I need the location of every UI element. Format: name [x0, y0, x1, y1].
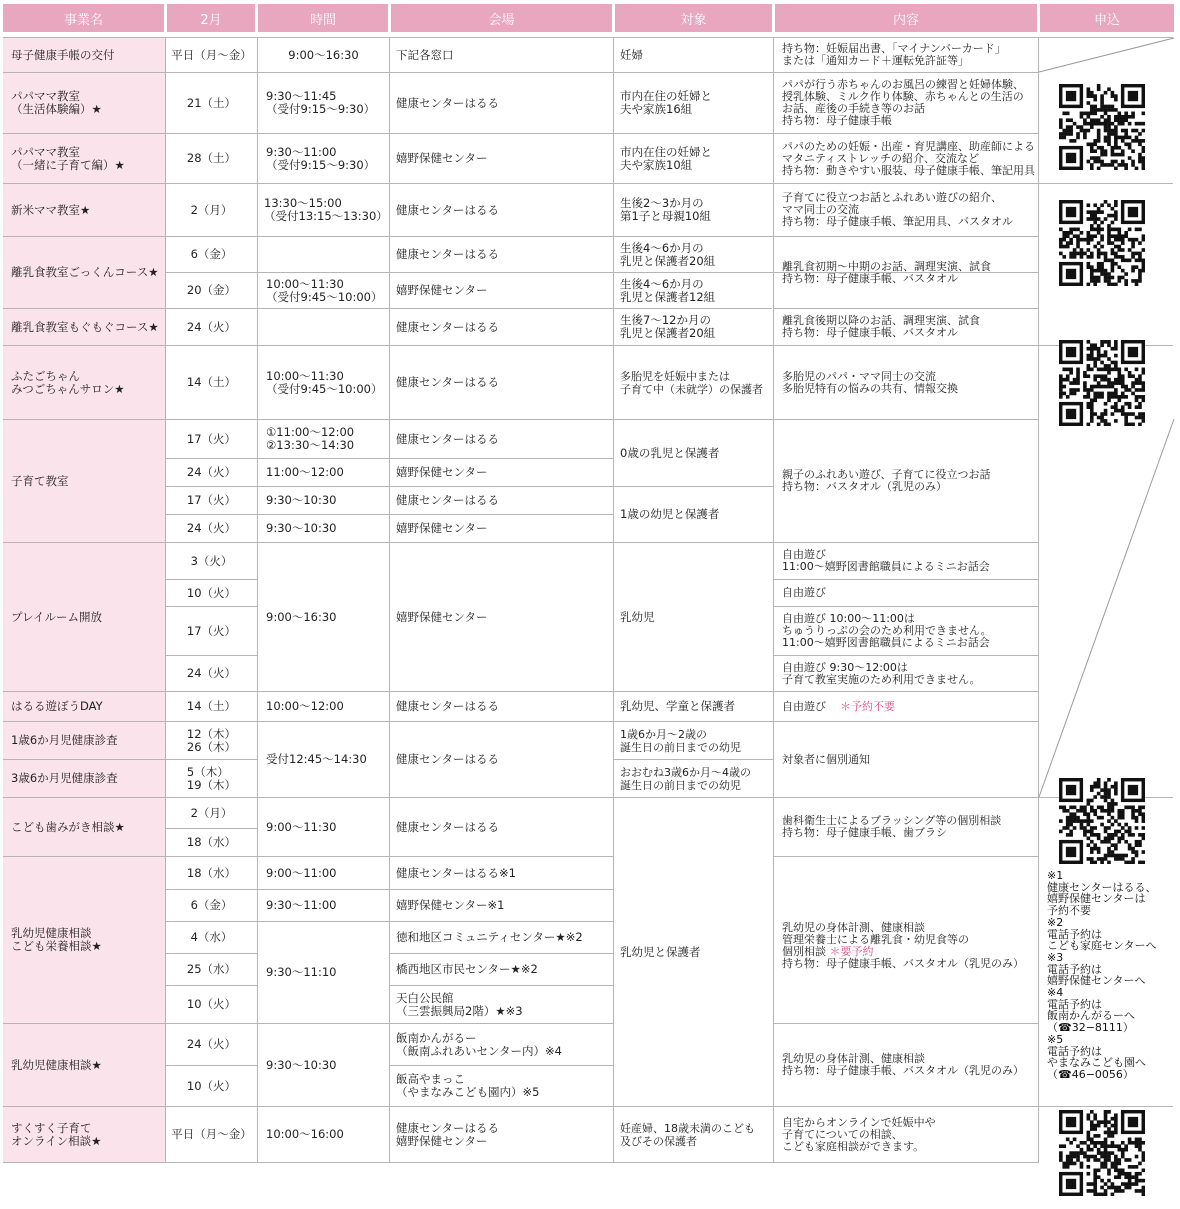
event-venue: 橋西地区市民センター★※2: [396, 962, 538, 976]
event-target: 市内在住の妊婦と 夫や家族10組: [620, 144, 712, 172]
qr-code-icon: [1059, 340, 1145, 426]
event-time: 9:30～10:30: [266, 493, 337, 507]
event-name: ふたごちゃん みつごちゃんサロン★: [3, 346, 165, 419]
event-date: 28（土）: [186, 151, 237, 165]
event-time: 9:00～16:30: [288, 47, 359, 62]
content-text: 持ち物：母子健康手帳、バスタオル（乳児のみ）: [782, 957, 1024, 970]
header-month: 2月: [167, 4, 255, 32]
event-date: 17（火）: [186, 493, 237, 507]
event-name: 母子健康手帳の交付: [3, 38, 165, 72]
header-content: 内容: [775, 4, 1037, 32]
event-target: 1歳の幼児と保護者: [620, 507, 720, 521]
qr-code-hamigaki-soudan[interactable]: [1059, 778, 1145, 864]
qr-code-papamama[interactable]: [1059, 84, 1145, 170]
event-target: 生後4～6か月の 乳児と保護者20組: [620, 240, 716, 268]
event-date: 4（水）: [190, 930, 233, 944]
event-name: はるる遊ぼうDAY: [3, 692, 165, 721]
event-venue: 健康センターはるる 嬉野保健センター: [396, 1120, 500, 1148]
event-venue: 嬉野保健センター: [396, 609, 488, 624]
header-apply: 申込: [1040, 4, 1174, 32]
event-content: 多胎児のパパ・ママ同士の交流 多胎児特有の悩みの共有、情報交換: [782, 369, 958, 395]
qr-code-icon: [1059, 84, 1145, 170]
qr-code-shinbei-rinyu[interactable]: [1059, 200, 1145, 286]
event-name: 離乳食教室もぐもぐコース★: [3, 309, 165, 345]
event-target: 多胎児を妊娠中または 子育て中（未就学）の保護者: [620, 369, 763, 396]
event-content: 乳幼児の身体計測、健康相談 持ち物：母子健康手帳、バスタオル（乳児のみ）: [782, 1052, 1024, 1077]
event-content: 持ち物：妊娠届出書、「マイナンバーカード」 または「通知カード＋運転免許証等」: [782, 42, 1006, 67]
event-time: 9:30～11:00 （受付9:15～9:30）: [266, 144, 376, 172]
event-time: 9:30～11:10: [266, 965, 337, 979]
event-content: 自由遊び: [782, 586, 826, 599]
content-text-block: [782, 910, 969, 958]
event-time: 9:00～11:00: [266, 865, 337, 880]
event-venue: 飯南かんがるー （飯南ふれあいセンター内）※4: [396, 1030, 562, 1058]
event-date: 10（火）: [186, 997, 237, 1011]
event-content: 対象者に個別通知: [782, 752, 870, 766]
reservation-notes: ※1 健康センターはるる、 嬉野保健センターは 予約不要 ※2 電話予約は こども家庭センターへ ※3 電話予約は 嬉野保健センターへ ※4 電話予約は 飯南かんがるーへ （☎32−8111） ※5 電話予約は やまなみこども園へ （☎46−0056）: [1047, 869, 1157, 1081]
event-name: パパママ教室 （生活体験編）★: [3, 73, 165, 133]
qr-code-icon: [1059, 778, 1145, 864]
event-venue: 飯高やまっこ （やまなみこども園内）※5: [396, 1072, 540, 1099]
header-time: 時間: [258, 4, 388, 32]
event-target: 生後2～3か月の 第1子と母親10組: [620, 196, 711, 223]
event-content: 自由遊び 9:30～12:00は 子育て教室実施のため利用できません。: [782, 660, 981, 686]
event-target: 乳幼児、学童と保護者: [620, 699, 735, 713]
event-name: プレイルーム開放: [3, 543, 165, 691]
event-venue: 徳和地区コミュニティセンター★※2: [396, 930, 583, 944]
event-venue: 嬉野保健センター: [396, 465, 488, 479]
event-time: ①11:00～12:00 ②13:30～14:30: [266, 425, 355, 452]
event-name: パパママ教室 （一緒に子育て編）★: [3, 134, 165, 183]
event-target: 0歳の乳児と保護者: [620, 445, 720, 460]
event-date: 14（土）: [186, 699, 237, 713]
event-date: 10（火）: [186, 1078, 237, 1093]
event-target: 市内在住の妊婦と 夫や家族16組: [620, 89, 712, 116]
event-time: 10:00～11:30 （受付9:45～10:00）: [266, 368, 383, 396]
event-name: こども歯みがき相談★: [3, 798, 165, 856]
event-date: 6（金）: [190, 898, 233, 912]
event-date: 2（月）: [190, 202, 233, 217]
event-venue: 嬉野保健センター※1: [396, 898, 505, 912]
event-content: 歯科衛生士によるブラッシング等の個別相談 持ち物：母子健康手帳、歯ブラシ: [782, 814, 1002, 839]
event-venue: 健康センターはるる: [396, 95, 500, 110]
event-venue: 天白公民館 （三雲振興局2階）★※3: [396, 990, 523, 1018]
event-date: 24（火）: [186, 1037, 237, 1051]
event-target: おおむね3歳6か月～4歳の 誕生日の前日までの幼児: [620, 765, 751, 792]
event-time: 9:00～16:30: [266, 609, 337, 624]
event-venue: 嬉野保健センター: [396, 521, 488, 535]
event-time: 10:00～16:00: [266, 1127, 344, 1141]
event-date: 3（火）: [190, 553, 233, 568]
header-name: 事業名: [3, 4, 164, 32]
event-date: 2（月）: [190, 805, 233, 820]
event-name: 乳幼児健康相談★: [3, 1024, 165, 1106]
event-date: 20（金）: [186, 283, 237, 297]
event-venue: 健康センターはるる: [396, 247, 500, 261]
event-target: 乳幼児と保護者: [620, 944, 701, 959]
event-content: 自由遊び 10:00～11:00は ちゅうりっぷの会のため利用できません。 11:00～嬉野図書館職員によるミニお話会: [782, 612, 992, 649]
event-time: 10:00～11:30 （受付9:45～10:00）: [266, 277, 383, 304]
event-name: 離乳食教室ごっくんコース★: [3, 237, 165, 308]
event-date: 24（火）: [186, 465, 237, 479]
event-venue: 健康センターはるる: [396, 752, 500, 766]
event-date: 18（水）: [186, 835, 237, 849]
content-text: 乳幼児の身体計測、健康相談 管理栄養士による離乳食・幼児食等の 個別相談: [782, 921, 969, 958]
event-venue: 健康センターはるる: [396, 699, 500, 713]
content-text: 自由遊び: [782, 699, 826, 713]
event-time: 9:30～10:30: [266, 521, 337, 535]
event-date: 21（土）: [186, 95, 237, 110]
event-time: 9:30～11:45 （受付9:15～9:30）: [266, 89, 376, 116]
event-venue: 健康センターはるる: [396, 375, 500, 389]
event-venue: 嬉野保健センター: [396, 151, 488, 165]
event-venue: 健康センターはるる: [396, 319, 500, 334]
event-content: 自宅からオンラインで妊娠中や 子育てについての相談、 こども家庭相談ができます。: [782, 1115, 936, 1153]
qr-code-online[interactable]: [1059, 1110, 1145, 1196]
event-content: 離乳食後期以降のお話、調理実演、試食 持ち物：母子健康手帳、バスタオル: [782, 314, 980, 339]
event-content: 自由遊び 11:00～嬉野図書館職員によるミニお話会: [782, 548, 990, 573]
event-content: [774, 692, 1038, 721]
no-reservation-note: ＊予約不要: [840, 699, 895, 713]
event-date: 24（火）: [186, 666, 237, 680]
event-venue: 健康センターはるる: [396, 493, 500, 507]
event-name: 乳幼児健康相談 こども栄養相談★: [3, 857, 165, 1023]
event-venue: 下記各窓口: [396, 47, 454, 62]
header-venue: 会場: [391, 4, 612, 32]
event-date: 12（木） 26（木）: [186, 726, 237, 754]
event-name: 1歳6か月児健康診査: [3, 722, 165, 759]
event-date: 24（火）: [186, 319, 237, 334]
event-name: 3歳6か月児健康診査: [3, 760, 165, 797]
event-time: 9:30～11:00: [266, 898, 337, 912]
event-content: パパが行う赤ちゃんのお風呂の練習と妊婦体験、 授乳体験、ミルク作り体験、赤ちゃんとの生活の お話、産後の手続き等のお話 持ち物：母子健康手帳: [782, 78, 1024, 127]
event-venue: 健康センターはるる: [396, 819, 500, 834]
qr-code-icon: [1059, 200, 1145, 286]
event-time: 受付12:45～14:30: [266, 752, 367, 766]
event-target: 1歳6か月～2歳の 誕生日の前日までの幼児: [620, 727, 741, 754]
event-target: 妊婦: [620, 47, 643, 62]
event-date: 17（火）: [186, 623, 237, 638]
event-date: 5（木） 19（木）: [186, 764, 237, 792]
event-date: 6（金）: [190, 247, 233, 261]
event-target: 妊産婦、18歳未満のこども 及びその保護者: [620, 1121, 755, 1148]
event-name: 新米ママ教室★: [3, 184, 165, 236]
event-time: 10:00～12:00: [266, 699, 344, 713]
event-target: 生後4～6か月の 乳児と保護者12組: [620, 276, 716, 304]
event-content: [774, 857, 1038, 1023]
event-target: 乳幼児: [620, 609, 655, 624]
event-content: 離乳食初期～中期のお話、調理実演、試食 持ち物：母子健康手帳、バスタオル: [782, 259, 991, 285]
reservation-required-note: ＊要予約: [829, 945, 874, 958]
event-venue: 健康センターはるる: [396, 431, 500, 446]
event-content: パパのための妊娠・出産・育児講座、助産師による マタニティストレッチの紹介、交流など 持ち物：動きやすい服装、母子健康手帳、筆記用具: [782, 139, 1035, 177]
event-time: 9:00～11:30: [266, 819, 337, 834]
event-date: 平日（月～金）: [171, 1127, 252, 1141]
qr-code-futago-kosodate[interactable]: [1059, 340, 1145, 426]
event-venue: 嬉野保健センター: [396, 283, 488, 297]
event-content: 親子のふれあい遊び、子育てに役立つお話 持ち物：バスタオル（乳児のみ）: [782, 468, 991, 493]
event-name: すくすく子育て オンライン相談★: [3, 1107, 165, 1162]
event-content: 子育てに役立つお話とふれあい遊びの紹介、 ママ同士の交流 持ち物：母子健康手帳、筆記用具、バスタオル: [782, 191, 1013, 228]
qr-code-icon: [1059, 1110, 1145, 1196]
event-date: 14（土）: [186, 375, 237, 389]
event-target: 生後7～12か月の 乳児と保護者20組: [620, 313, 716, 340]
event-date: 25（水）: [186, 962, 237, 976]
header-target: 対象: [615, 4, 772, 32]
event-date: 平日（月～金）: [171, 47, 252, 62]
event-date: 18（水）: [186, 865, 237, 880]
event-time: 11:00～12:00: [266, 465, 344, 479]
event-date: 24（火）: [186, 521, 237, 535]
event-venue: 健康センターはるる※1: [396, 865, 516, 880]
event-date: 17（火）: [186, 431, 237, 446]
event-venue: 健康センターはるる: [396, 202, 500, 217]
event-time: 13:30～15:00 （受付13:15～13:30）: [264, 196, 388, 223]
event-date: 10（火）: [186, 585, 237, 600]
event-time: 9:30～10:30: [266, 1057, 337, 1072]
event-name: 子育て教室: [3, 420, 165, 542]
